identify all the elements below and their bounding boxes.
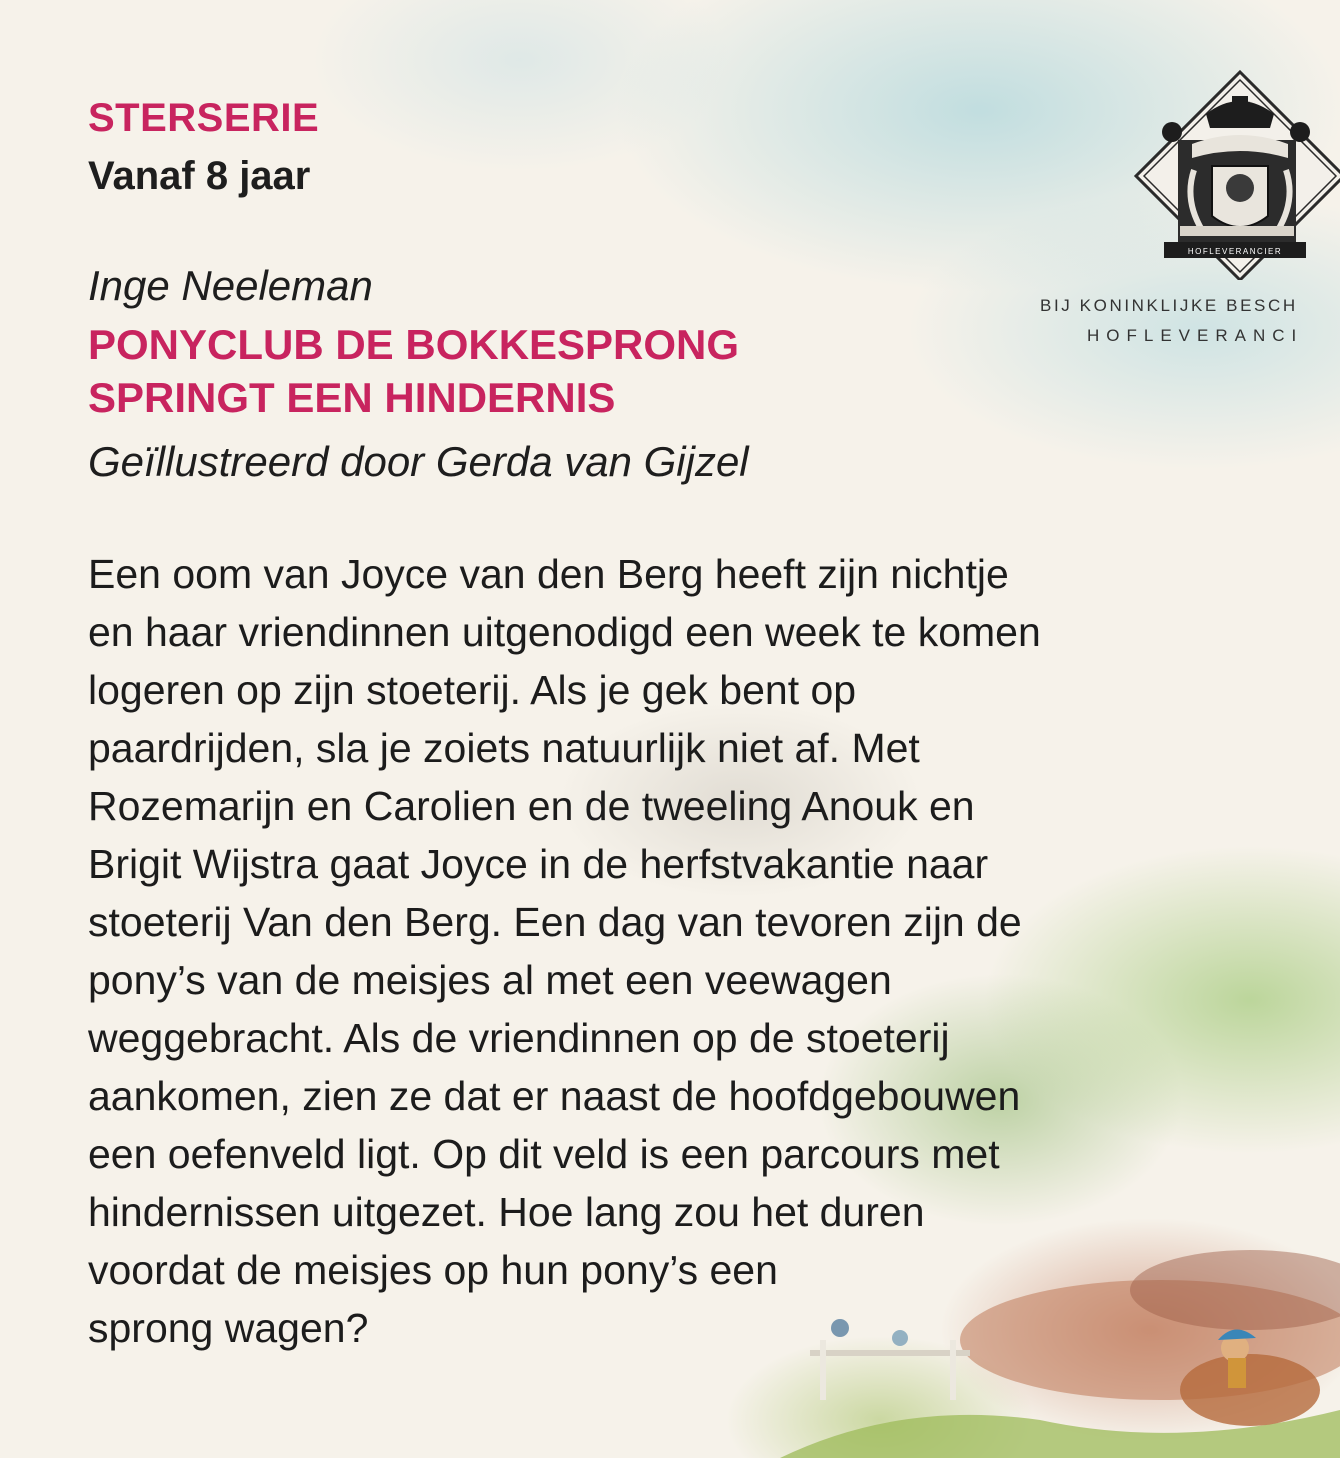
blurb-line: en haar vriendinnen uitgenodigd een week te komen [88,609,1041,655]
crest-banner: HOFLEVERANCIER [1187,247,1283,256]
blurb-line: aankomen, zien ze dat er naast de hoofdgebouwen [88,1073,1021,1119]
illustrator-credit: Geïllustreerd door Gerda van Gijzel [88,438,749,485]
blurb-line: Brigit Wijstra gaat Joyce in de herfstvakantie naar [88,841,989,887]
age-label: Vanaf 8 jaar [88,154,311,198]
book-title-line: SPRINGT EEN HINDERNIS [88,374,616,421]
watercolor-illustration [780,1220,1340,1458]
blurb-line: stoeterij Van den Berg. Een dag van tevoren zijn de [88,899,1022,945]
blurb-line: pony’s van de meisjes al met een veewagen [88,957,892,1003]
blurb-line: sprong wagen? [88,1305,369,1351]
blurb-line: Rozemarijn en Carolien en de tweeling Anouk en [88,783,975,829]
book-title-line: PONYCLUB DE BOKKESPRONG [88,321,740,368]
royal-warrant-subline: HOFLEVERANCI [1087,326,1304,345]
author-name: Inge Neeleman [88,262,373,309]
blurb-line: een oefenveld ligt. Op dit veld is een parcours met [88,1131,1000,1177]
royal-warrant-crest-icon [1130,66,1340,280]
blurb-line: paardrijden, sla je zoiets natuurlijk niet af. Met [88,725,920,771]
blurb-line: Een oom van Joyce van den Berg heeft zijn nichtje [88,551,1009,597]
blurb-line: hindernissen uitgezet. Hoe lang zou het duren [88,1189,925,1235]
blurb-line: voordat de meisjes op hun pony’s een [88,1247,778,1293]
blurb-line: weggebracht. Als de vriendinnen op de stoeterij [88,1015,950,1061]
book-title [88,318,739,424]
series-label: STERSERIE [88,96,320,140]
blurb-line: logeren op zijn stoeterij. Als je gek bent op [88,667,857,713]
royal-warrant-line: BIJ KONINKLIJKE BESCH [1040,296,1298,315]
